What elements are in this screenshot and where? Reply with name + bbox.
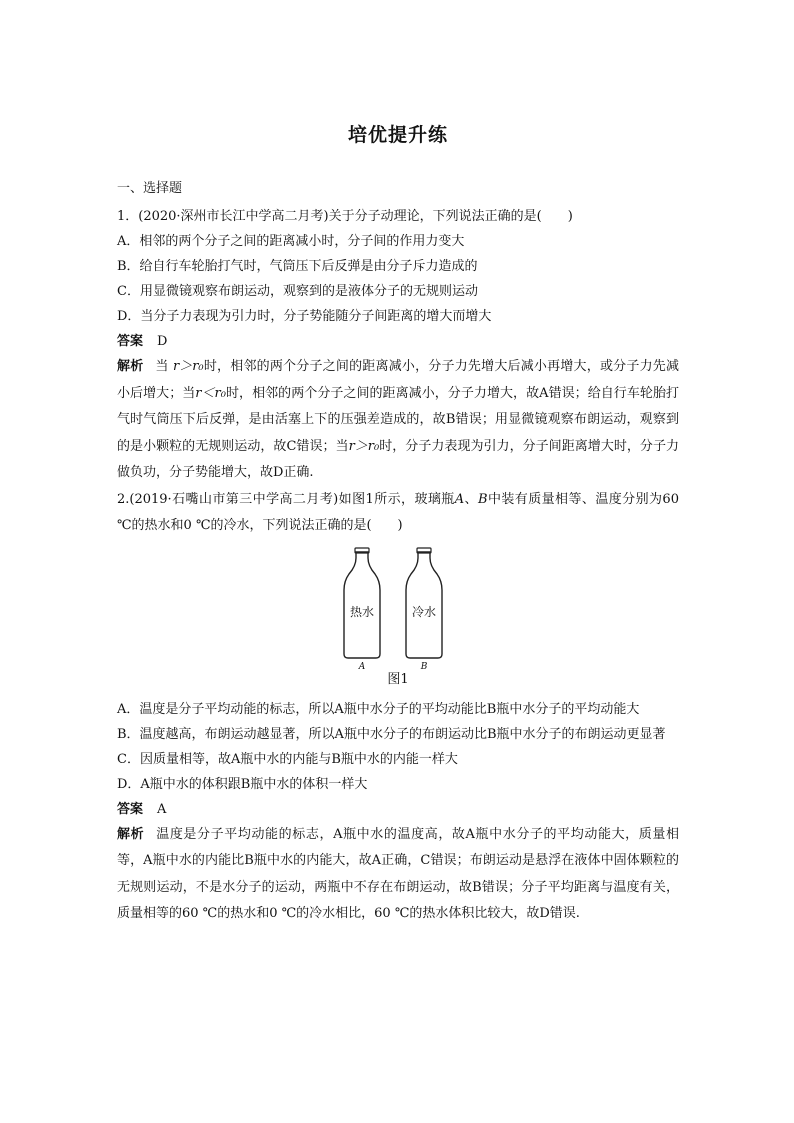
answer-value: A	[157, 801, 167, 817]
page-content	[117, 120, 679, 928]
question-1-option-b: B．给自行车轮胎打气时，气筒压下后反弹是由分子斥力造成的	[117, 259, 478, 274]
analysis-formula: r＜r₀	[195, 385, 226, 401]
answer-label: 答案	[117, 334, 144, 349]
question-1-option-c: C．用显微镜观察布朗运动，观察到的是液体分子的无规则运动	[117, 284, 478, 299]
analysis-formula: r＞r₀	[348, 438, 380, 454]
page-title: 培优提升练	[347, 124, 448, 146]
stem-text: 2.(2019·石嘴山市第三中学高二月考)如图1所示，玻璃瓶	[117, 491, 455, 507]
stem-var: A	[454, 491, 465, 507]
figure-caption: 图1	[387, 671, 409, 687]
question-2-option-b: B．温度越高，布朗运动越显著，所以A瓶中水分子的布朗运动比B瓶中水分子的布朗运动更显著	[117, 726, 666, 742]
question-2-option-a: A．温度是分子平均动能的标志，所以A瓶中水分子的平均动能比B瓶中水分子的平均动能大	[117, 701, 640, 717]
question-1-answer	[117, 329, 679, 354]
question-2-option-d: D．A瓶中水的体积跟B瓶中水的体积一样大	[117, 776, 368, 792]
question-2-answer	[117, 797, 679, 822]
question-1-analysis	[117, 354, 679, 487]
section-heading: 一、选择题	[117, 181, 183, 196]
analysis-text: 当	[155, 359, 169, 374]
question-1-option-a: A．相邻的两个分子之间的距离减小时，分子间的作用力变大	[117, 234, 465, 249]
bottle-a-label: 热水	[349, 604, 375, 619]
analysis-text: 时，相邻的两个分子之间的距离减小，分子力先增大后减小再增大，或分子力先减小后增大；当	[117, 359, 679, 401]
stem-var: B	[477, 491, 488, 507]
bottle-b-label: 冷水	[411, 604, 437, 619]
bottle-b-letter: B	[420, 661, 428, 669]
bottles-illustration	[342, 544, 454, 669]
question-2-option-c: C．因质量相等，故A瓶中水的内能与B瓶中水的内能一样大	[117, 751, 458, 767]
stem-text: 、	[464, 491, 478, 507]
question-1-stem: 1．(2020·深州市长江中学高二月考)关于分子动理论，下列说法正确的是( )	[117, 209, 573, 224]
answer-label: 答案	[117, 801, 144, 817]
analysis-label: 解析	[117, 826, 145, 842]
analysis-text: 时，相邻的两个分子之间的距离减小，分子力增大，故A错误；给自行车轮胎打气时气筒压下后反弹，是由活塞上下的压强差造成的，故B错误；用显微镜观察布朗运动，观察到的是小颗粒的无规则运动，故C错误；当	[117, 385, 679, 454]
question-2	[117, 487, 679, 928]
bottle-b	[406, 548, 442, 669]
bottle-a-letter: A	[358, 661, 366, 669]
bottle-a	[344, 548, 380, 669]
analysis-formula: r＞r₀	[172, 359, 204, 374]
question-2-stem	[117, 487, 679, 540]
question-2-analysis	[117, 822, 679, 928]
stem-text: 中装有质量相等、温度分别为60 ℃的热水和0 ℃的冷水，下列说法正确的是( )	[117, 491, 679, 533]
analysis-text: 温度是分子平均动能的标志，A瓶中水的温度高，故A瓶中水分子的平均动能大，质量相等，A瓶中水的内能比B瓶中水的内能大，故A正确，C错误；布朗运动是悬浮在液体中固体颗粒的无规则运动，不是水分子的运动，两瓶中不存在布朗运动，故B错误；分子平均距离与温度有关，质量相等的60 ℃的热水和0 ℃的冷水相比，60 ℃的热水体积比较大，故D错误.	[117, 826, 679, 921]
question-1-option-d: D．当分子力表现为引力时，分子势能随分子间距离的增大而增大	[117, 309, 492, 324]
analysis-text: 时，分子力表现为引力，分子间距离增大时，分子力做负功，分子势能增大，故D正确.	[117, 438, 679, 480]
question-1	[117, 204, 679, 487]
figure-1	[117, 544, 679, 669]
answer-value: D	[157, 334, 168, 349]
analysis-label: 解析	[117, 359, 144, 374]
